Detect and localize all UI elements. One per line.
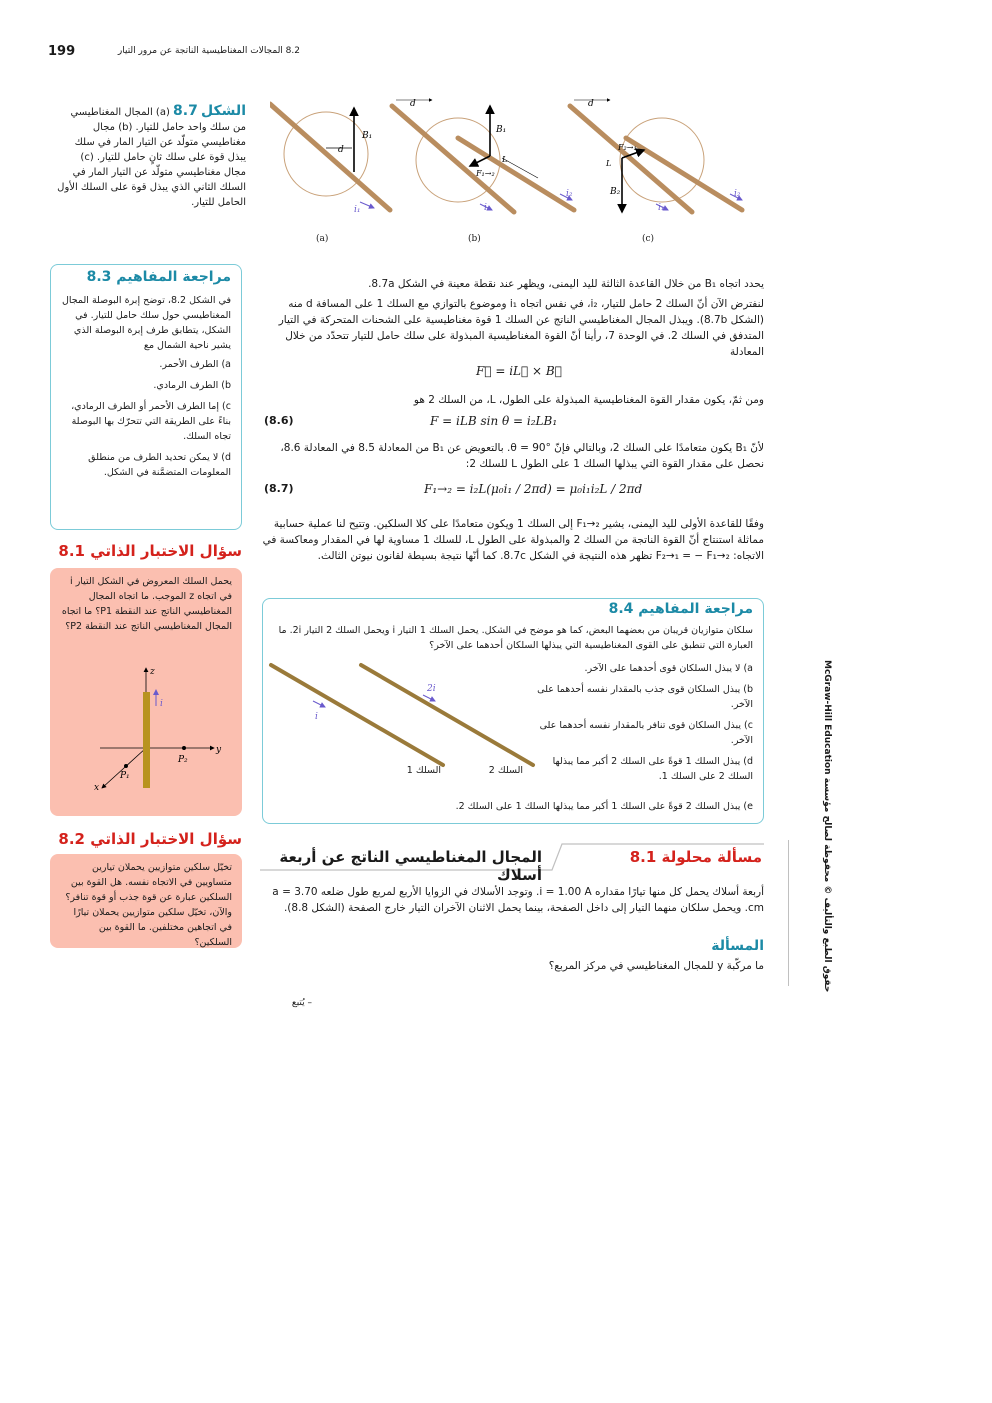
copyright-notice xyxy=(808,660,832,1040)
equation-8-6-number: (8.6) xyxy=(264,414,294,427)
wire-1-current-label: i xyxy=(315,712,318,722)
wire-1-label: السلك 1 xyxy=(406,765,441,776)
problem-heading: المسألة xyxy=(711,938,764,954)
label-L-c: L xyxy=(606,159,612,168)
axis-z-label: z xyxy=(150,667,155,677)
equation-8-6: F = iLB sin θ = i₂LB₁ xyxy=(430,414,558,428)
right-rule xyxy=(788,840,789,986)
label-i1-c: i₁ xyxy=(658,203,665,213)
label-i1-a: i₁ xyxy=(354,205,361,215)
axis-y-label: y xyxy=(216,745,222,755)
option-d: d) لا يمكن تحديد الطرف من منطلق المعلومات المتضمَّنة في الشكل. xyxy=(88,452,231,478)
figure-8-7 xyxy=(270,94,764,250)
problem-text: ما مركّبة y للمجال المغناطيسي في مركز المربع؟ xyxy=(548,960,764,972)
page-number: 199 xyxy=(48,44,76,59)
self-test-8-2-title: سؤال الاختبار الذاتي 8.2 xyxy=(58,830,242,848)
panel-a-drawing xyxy=(270,104,390,210)
equation-vector: F⃗ = iL⃗ × B⃗ xyxy=(476,364,562,378)
label-d-a: d xyxy=(338,145,344,155)
main-paragraph-2: لنفترض الآن أنّ السلك 2 حامل للتيار، i₂، في نفس اتجاه i₁ وموضوع بالتوازي مع السلك 1 على المسافة d منه (الشكل 8.7b). ويبذل المجال المغناطيسي الناتج عن السلك 1 قوة مغناطيسية على الشحنات المتحركة في التيار المتدفق في السلك 2. في الوحدة 7، رأينا أنّ القوة المغناطيسية المبذولة على سلك حامل للتيار تتحدّد من خلال المعادلة xyxy=(278,298,764,358)
solved-problem-label: مسألة محلولة 8.1 xyxy=(629,848,762,866)
figure-caption xyxy=(56,104,246,210)
concept-check-8-4-title: مراجعة المفاهيم 8.4 xyxy=(608,601,753,617)
main-paragraph-1: يحدد اتجاه B₁ من خلال القاعدة الثالثة لليد اليمنى، ويظهر عند نقطة معينة في الشكل 8.7a. xyxy=(368,278,764,290)
label-i2-c: i₂ xyxy=(734,189,741,199)
point-p1-label: P₁ xyxy=(120,771,130,781)
option-b: b) الطرف الرمادي. xyxy=(153,380,231,391)
figure-number: 8.7 xyxy=(173,103,198,119)
equation-8-7: F₁→₂ = i₂L(μ₀i₁ / 2πd) = μ₀i₁i₂L / 2πd xyxy=(424,482,643,496)
option-b: b) يبذل السلكان قوى جذب بالمقدار نفسه أحدهما على الآخر. xyxy=(537,684,753,710)
label-i2-b: i₂ xyxy=(566,189,573,199)
running-head: 8.2 المجالات المغناطيسية الناتجة عن مرور التيار xyxy=(117,46,300,56)
panel-label-b: (b) xyxy=(468,234,481,244)
solved-problem-text: أربعة أسلاك يحمل كل منها تيارًا مقداره i = 1.00 A. وتوجد الأسلاك في الزوايا الأربع لمربع طول ضلعه a = 3.70 cm. ويحمل سلكان منهما التيار إلى داخل الصفحة، بينما يحمل الاثنان الآخران التيار خارج الصفحة (الشكل 8.8). xyxy=(272,886,764,914)
axis-x-label: x xyxy=(94,783,100,793)
label-d-c: d xyxy=(588,99,594,109)
concept-check-8-3-question: في الشكل 8.2، توضح إبرة البوصلة المجال المغناطيسي حول سلك حامل للتيار. في الشكل، يتطابق طرف إبرة البوصلة الذي يشير ناحية الشمال مع xyxy=(61,295,231,351)
panel-label-c: (c) xyxy=(642,234,655,244)
label-L-b: L xyxy=(502,155,508,164)
self-test-8-1-title: سؤال الاختبار الذاتي 8.1 xyxy=(58,542,242,560)
label-b2-c: B₂ xyxy=(610,187,621,197)
equation-8-7-number: (8.7) xyxy=(264,482,294,495)
option-e: e) يبذل السلك 2 قوةً على السلك 1 أكبر مما يبذلها السلك 1 على السلك 2. xyxy=(455,801,753,812)
wire-2-current-label: 2i xyxy=(427,684,436,694)
concept-check-8-4-question: سلكان متوازيان قريبان من بعضهما البعض، كما هو موضح في الشكل. يحمل السلك 1 التيار i ويحمل السلك 2 التيار 2i. ما العبارة التي تنطبق على القوى المغناطيسية التي يبذلها السلكان أحدهما على الآخر؟ xyxy=(278,625,753,651)
continued-note: – يُتبع xyxy=(291,998,312,1008)
concept-check-8-4 xyxy=(262,598,764,824)
concept-check-8-3-title: مراجعة المفاهيم 8.3 xyxy=(86,269,231,285)
option-a: a) الطرف الأحمر. xyxy=(159,359,231,370)
self-test-8-2 xyxy=(50,854,242,948)
main-paragraph-4: لأنّ B₁ يكون متعامدًا على السلك 2، وبالتالي فإنّ θ = 90°. بالتعويض عن B₁ من المعادلة 8.5 في المعادلة 8.6، نحصل على مقدار القوة التي يبذلها السلك 1 على الطول L للسلك 2: xyxy=(280,442,764,470)
concept-check-8-3 xyxy=(50,264,242,530)
panel-b-drawing xyxy=(392,100,574,212)
self-test-8-1-text: يحمل السلك المعروض في الشكل التيار i في اتجاه z الموجب. ما اتجاه المجال المغناطيسي الناتج عند النقطة P1؟ ما اتجاه المجال المغناطيسي الناتج عند النقطة P2؟ xyxy=(61,576,232,632)
option-d: d) يبذل السلك 1 قوةً على السلك 2 أكبر مما يبذلها السلك 2 على السلك 1. xyxy=(552,756,753,782)
label-f12: F₁→₂ xyxy=(476,169,495,178)
solved-problem-banner xyxy=(258,840,766,884)
figure-8-7-drawing xyxy=(270,94,764,250)
current-i-label: i xyxy=(160,699,163,709)
label-f21: F₂→₁ xyxy=(618,143,637,152)
label-i1-b: i₁ xyxy=(484,203,491,213)
point-p2-label: P₂ xyxy=(178,755,188,765)
figure-caption-text: (a) المجال المغناطيسي من سلك واحد حامل للتيار. (b) مجال مغناطيسي متولّد عن التيار المار في سلك يبذل قوة على سلك ثانٍ حامل للتيار. (c) مجال مغناطيسي متولّد عن التيار المار في السلك الثاني الذي يبذل قوة على السلك الأول الحامل للتيار. xyxy=(57,107,246,208)
option-c: c) إما الطرف الأحمر أو الطرف الرمادي، بناءً على الطريقة التي تتحرّك بها البوصلة تجاه السلك. xyxy=(71,401,231,442)
solved-problem-title: المجال المغناطيسي الناتج عن أربعة أسلاك xyxy=(279,848,542,884)
label-b1-a: B₁ xyxy=(362,131,373,141)
figure-title: الشكل xyxy=(201,103,246,119)
concept-check-8-3-options xyxy=(59,357,231,486)
axes-diagram xyxy=(80,662,230,794)
copyright-text: حقوق الطبع والتأليف © محفوظة لصالح مؤسسة McGraw-Hill Education xyxy=(822,660,832,993)
label-d-b: d xyxy=(410,99,416,109)
self-test-8-2-text: تخيّل سلكين متوازيين يحملان تيارين متساويين في الاتجاه نفسه. هل القوة بين السلكين عبارة عن قوة جذب أو قوة تنافر؟ والآن، تخيّل سلكين متوازيين يحملان تيارًا في اتجاهين مختلفين. ما القوة بين السلكين؟ xyxy=(65,862,232,948)
wire-2-label: السلك 2 xyxy=(488,765,523,776)
panel-c-drawing xyxy=(570,100,742,212)
main-paragraph-5: وفقًا للقاعدة الأولى لليد اليمنى، يشير F₁→₂ إلى السلك 1 ويكون متعامدًا على كلا السلكين. وتتيح لنا عملية حسابية مماثلة استنتاج أنّ القوة الناتجة من السلك 2 والمبذولة على الطول L، للسلك 1 مساوية لها في المقدار ومعاكسة في الاتجاه: F₂→₁ = − F₁→₂ تظهر هذه النتيجة في الشكل 8.7c. كما أنّها نتيجة بسيطة لقانون نيوتن الثالث. xyxy=(262,518,764,562)
concept-check-8-4-options xyxy=(531,661,753,790)
main-paragraph-3: ومن ثمّ، يكون مقدار القوة المغناطيسية المبذولة على الطول، L، من السلك 2 هو xyxy=(413,394,764,406)
self-test-8-1 xyxy=(50,568,242,816)
panel-label-a: (a) xyxy=(316,234,329,244)
option-a: a) لا يبذل السلكان قوى أحدهما على الآخر. xyxy=(584,663,753,674)
label-b1-b: B₁ xyxy=(496,125,507,135)
option-c: c) يبذل السلكان قوى تنافر بالمقدار نفسه أحدهما على الآخر. xyxy=(539,720,753,746)
